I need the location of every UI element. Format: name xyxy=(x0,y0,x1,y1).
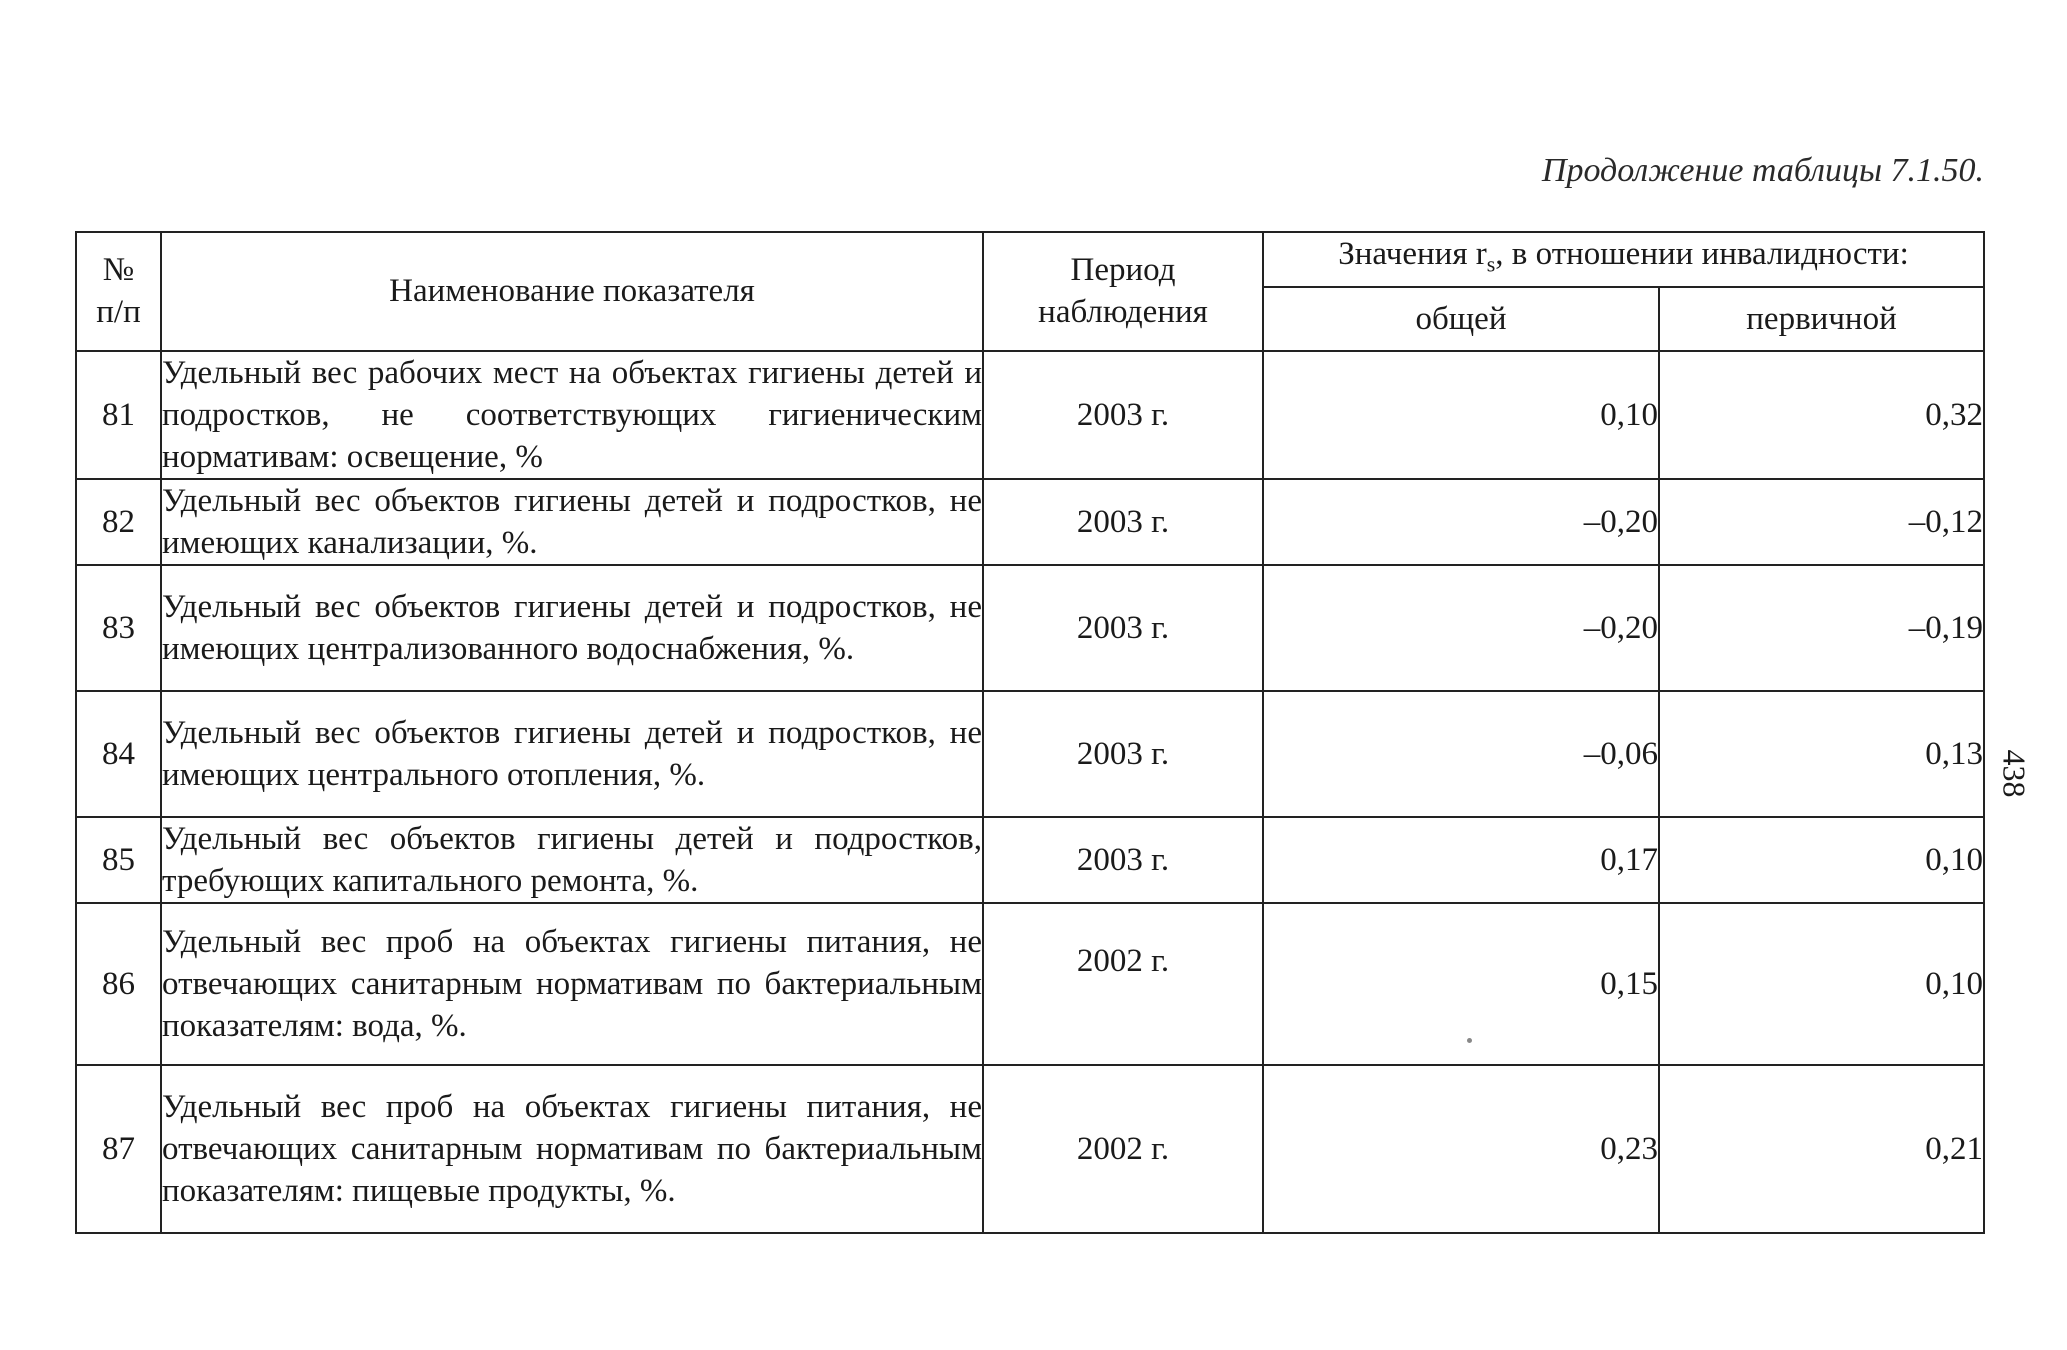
scan-speck xyxy=(1467,1038,1472,1043)
header-general: общей xyxy=(1263,287,1659,351)
table-body xyxy=(76,351,1984,1233)
row-period: 2003 г. xyxy=(983,351,1263,479)
row-number: 82 xyxy=(76,479,161,565)
row-number: 85 xyxy=(76,817,161,903)
row-value-general: 0,10 xyxy=(1263,351,1659,479)
header-period-line1: Период xyxy=(1070,252,1176,289)
row-value-primary: 0,13 xyxy=(1659,691,1984,817)
table-row xyxy=(76,351,1984,479)
row-period: 2002 г. xyxy=(983,1065,1263,1233)
row-value-primary: –0,12 xyxy=(1659,479,1984,565)
header-primary: первичной xyxy=(1659,287,1984,351)
row-period: 2003 г. xyxy=(983,479,1263,565)
table-row xyxy=(76,903,1984,1065)
row-period: 2003 г. xyxy=(983,817,1263,903)
row-value-general: 0,15 xyxy=(1263,903,1659,1065)
row-value-general: 0,23 xyxy=(1263,1065,1659,1233)
row-value-primary: 0,21 xyxy=(1659,1065,1984,1233)
header-values-suffix: , в отношении инвалидности: xyxy=(1495,236,1909,272)
header-values-group xyxy=(1263,232,1984,287)
row-value-general: –0,06 xyxy=(1263,691,1659,817)
row-value-primary: 0,32 xyxy=(1659,351,1984,479)
row-value-primary: 0,10 xyxy=(1659,903,1984,1065)
table-row xyxy=(76,817,1984,903)
row-value-primary: 0,10 xyxy=(1659,817,1984,903)
row-indicator-name: Удельный вес проб на объектах гигиены питания, не отвечающих санитарным нормативам по бактериальным показателям: вода, %. xyxy=(161,903,983,1065)
row-indicator-name: Удельный вес объектов гигиены детей и подростков, не имеющих канализации, %. xyxy=(161,479,983,565)
header-period-line2: наблюдения xyxy=(1038,294,1208,331)
row-period: 2002 г. xyxy=(983,903,1263,1065)
table-header xyxy=(76,232,1984,351)
row-indicator-name: Удельный вес объектов гигиены детей и подростков, не имеющих центрального отопления, %. xyxy=(161,691,983,817)
header-values-subscript: s xyxy=(1486,251,1496,277)
header-period xyxy=(983,232,1263,351)
header-number-line2: п/п xyxy=(96,294,141,331)
row-indicator-name: Удельный вес рабочих мест на объектах гигиены детей и подростков, не соответствующих гигиеническим нормативам: освещение, % xyxy=(161,351,983,479)
row-value-general: –0,20 xyxy=(1263,565,1659,691)
table-caption: Продолжение таблицы 7.1.50. xyxy=(1541,152,1984,189)
row-period: 2003 г. xyxy=(983,565,1263,691)
row-period: 2003 г. xyxy=(983,691,1263,817)
header-values-prefix: Значения r xyxy=(1338,236,1487,272)
table-row xyxy=(76,691,1984,817)
row-indicator-name: Удельный вес объектов гигиены детей и подростков, требующих капитального ремонта, %. xyxy=(161,817,983,903)
row-number: 83 xyxy=(76,565,161,691)
row-value-primary: –0,19 xyxy=(1659,565,1984,691)
header-number xyxy=(76,232,161,351)
table-row xyxy=(76,565,1984,691)
row-indicator-name: Удельный вес проб на объектах гигиены питания, не отвечающих санитарным нормативам по бактериальным показателям: пищевые продукты, %. xyxy=(161,1065,983,1233)
row-value-general: –0,20 xyxy=(1263,479,1659,565)
row-number: 87 xyxy=(76,1065,161,1233)
row-number: 81 xyxy=(76,351,161,479)
header-number-line1: № xyxy=(102,252,135,289)
data-table xyxy=(75,231,1985,1234)
page-number: 438 xyxy=(1996,749,2033,798)
header-indicator-name: Наименование показателя xyxy=(161,232,983,351)
table-row xyxy=(76,479,1984,565)
row-number: 86 xyxy=(76,903,161,1065)
table-row xyxy=(76,1065,1984,1233)
row-indicator-name: Удельный вес объектов гигиены детей и подростков, не имеющих централизованного водоснабжения, %. xyxy=(161,565,983,691)
row-number: 84 xyxy=(76,691,161,817)
row-value-general: 0,17 xyxy=(1263,817,1659,903)
